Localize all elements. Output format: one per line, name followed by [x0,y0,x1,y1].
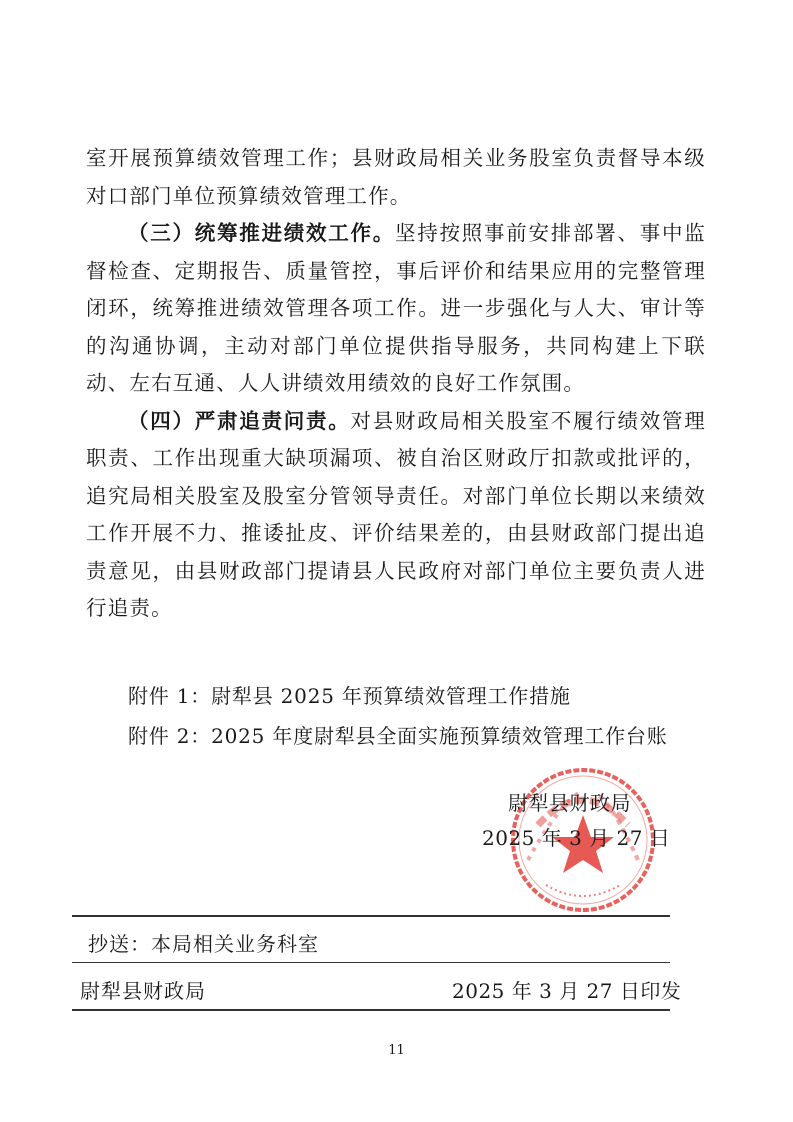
footer-middle-rule [72,962,670,963]
section-4-text: 对县财政局相关股室不履行绩效管理职责、工作出现重大缺项漏项、被自治区财政厅扣款或批评的，追究局相关股室及股室分管领导责任。对部门单位长期以来绩效工作开展不力、推诿扯皮、评价结果差的，由县财政部门提出追责意见，由县财政部门提请县人民政府对部门单位主要负责人进行追责。 [86,408,707,620]
attachment-1: 附件 1：尉犁县 2025 年预算绩效管理工作措施 [128,684,571,708]
footer-top-rule [72,915,670,917]
paragraph-section-4 [86,403,706,628]
paragraph-continuation: 室开展预算绩效管理工作；县财政局相关业务股室负责督导本级对口部门单位预算绩效管理工作。 [86,146,706,208]
cc-line: 抄送：本局相关业务科室 [88,932,319,956]
issue-date: 2025 年 3 月 27 日印发 [452,979,682,1003]
page-number: 11 [388,1043,405,1058]
signature-org: 尉犁县财政局 [508,791,631,815]
section-3-heading: （三）统筹推进绩效工作。 [128,221,396,245]
section-3-text: 坚持按照事前安排部署、事中监督检查、定期报告、质量管控，事后评价和结果应用的完整管理闭环，统筹推进绩效管理各项工作。进一步强化与人大、审计等的沟通协调，主动对部门单位提供指导服务，共同构建上下联动、左右互通、人人讲绩效用绩效的良好工作氛围。 [86,221,706,395]
body-text [86,140,706,628]
section-4-heading: （四）严肃追责问责。 [128,408,351,433]
signature-date: 2025 年 3 月 27 日 [482,826,671,850]
paragraph-section-3 [86,215,706,403]
attachment-2: 附件 2：2025 年度尉犁县全面实施预算绩效管理工作台账 [128,724,668,748]
issuer: 尉犁县财政局 [80,979,206,1003]
footer-bottom-rule [72,1009,670,1011]
